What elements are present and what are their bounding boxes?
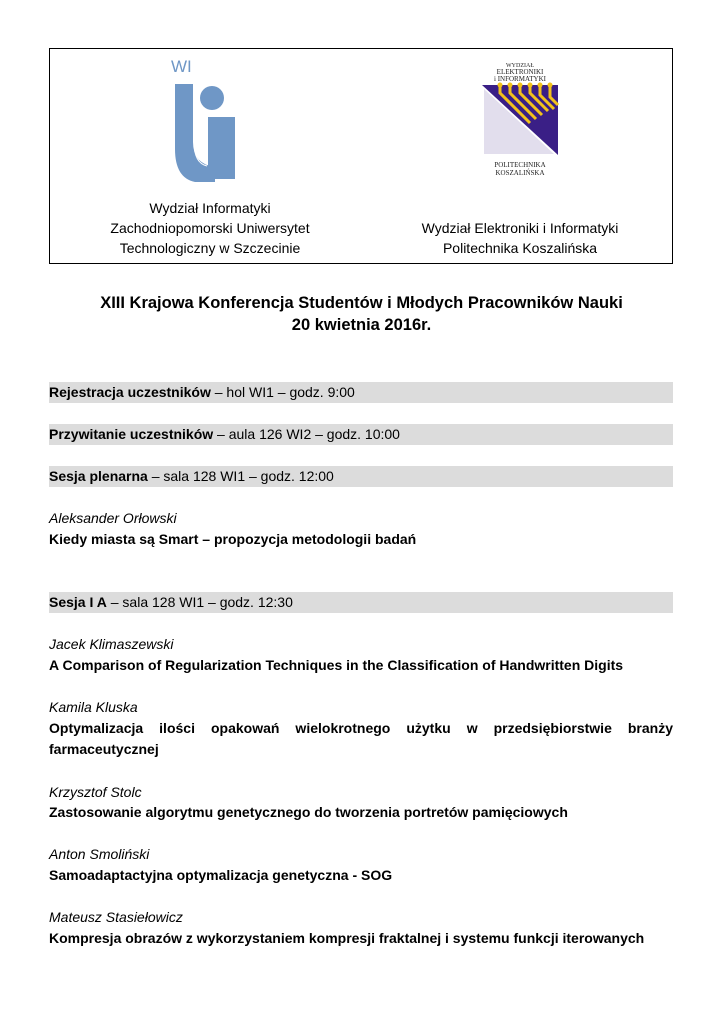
schedule-item-detail: – sala 128 WI1 – godz. 12:00 — [147, 468, 334, 484]
left-org-line: Zachodniopomorski Uniwersytet — [110, 220, 310, 236]
weii-logo-line5: KOSZALIŃSKA — [495, 169, 545, 177]
talk-author: Jacek Klimaszewski — [49, 636, 174, 652]
talk-author: Kamila Kluska — [49, 699, 138, 715]
schedule-registration — [49, 382, 673, 403]
conference-title-line: XIII Krajowa Konferencja Studentów i Młodych Pracowników Nauki — [100, 294, 623, 312]
talk-title: Optymalizacja ilości opakowań wielokrotnego użytku w przedsiębiorstwie branży farmaceutycznej — [49, 720, 673, 757]
right-org-line: Wydział Elektroniki i Informatyki — [421, 220, 619, 236]
right-org-line: Politechnika Koszalińska — [442, 240, 598, 256]
session-detail: – sala 128 WI1 – godz. 12:30 — [106, 594, 293, 610]
schedule-welcome — [49, 424, 673, 445]
wi-faculty-logo — [165, 54, 245, 182]
talk-title: Samoadaptactyjna optymalizacja genetyczna - SOG — [49, 867, 393, 883]
conference-title — [40, 292, 683, 336]
session-1a-header — [49, 592, 673, 613]
schedule-item-label: Sesja plenarna — [49, 468, 148, 484]
right-organization — [380, 218, 660, 258]
schedule-plenary — [49, 466, 673, 487]
weii-logo-line2: ELEKTRONIKI — [496, 68, 544, 76]
header-box — [49, 48, 673, 264]
talk-author: Mateusz Stasiełowicz — [49, 909, 183, 925]
session-label: Sesja I A — [49, 594, 107, 610]
left-org-line: Wydział Informatyki — [149, 200, 271, 216]
weii-logo-line4: POLITECHNIKA — [494, 161, 546, 169]
schedule-item-detail: – hol WI1 – godz. 9:00 — [210, 384, 355, 400]
weii-logo-line3: i INFORMATYKI — [494, 75, 546, 83]
weii-logo-line1: WYDZIAŁ — [506, 63, 534, 69]
schedule-item-label: Rejestracja uczestników — [49, 384, 211, 400]
plenary-title: Kiedy miasta są Smart – propozycja metodologii badań — [49, 531, 417, 547]
left-org-line: Technologiczny w Szczecinie — [119, 240, 301, 256]
weii-faculty-logo — [470, 61, 570, 179]
talk-title: A Comparison of Regularization Techniques in the Classification of Handwritten Digits — [49, 657, 624, 673]
conference-date: 20 kwietnia 2016r. — [291, 316, 432, 334]
talk-title: Zastosowanie algorytmu genetycznego do tworzenia portretów pamięciowych — [49, 804, 568, 820]
schedule-item-detail: – aula 126 WI2 – godz. 10:00 — [213, 426, 400, 442]
talk-title: Kompresja obrazów z wykorzystaniem kompresji fraktalnej i systemu funkcji iterowanych — [49, 930, 645, 946]
left-organization — [70, 198, 350, 258]
talk-author: Krzysztof Stolc — [49, 784, 142, 800]
schedule-item-label: Przywitanie uczestników — [49, 426, 214, 442]
plenary-author: Aleksander Orłowski — [49, 510, 177, 526]
wi-logo-text: WI — [171, 57, 192, 76]
talk-author: Anton Smoliński — [49, 846, 150, 862]
